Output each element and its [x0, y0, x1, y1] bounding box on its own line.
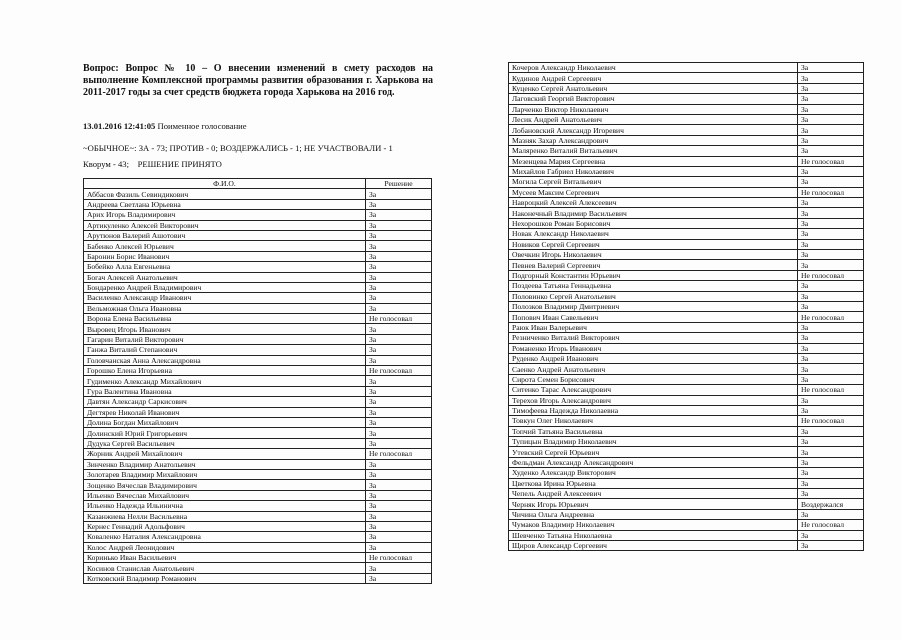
- vote-decision: За: [798, 63, 864, 73]
- vote-decision: За: [798, 353, 864, 363]
- deputy-name: Чумаков Владимир Николаевич: [509, 520, 798, 530]
- question-label: Вопрос:: [83, 63, 119, 74]
- vote-decision: За: [366, 542, 432, 552]
- vote-decision: За: [798, 198, 864, 208]
- vote-decision: За: [366, 189, 432, 199]
- table-row: [84, 428, 432, 438]
- vote-decision: За: [366, 303, 432, 313]
- table-row: [84, 459, 432, 469]
- table-row: [509, 239, 864, 249]
- votes-table-right: [508, 62, 864, 551]
- table-row: [509, 250, 864, 260]
- deputy-name: Ильенко Надежда Ильинична: [84, 501, 366, 511]
- deputy-name: Резниченко Виталий Викторович: [509, 333, 798, 343]
- table-row: [509, 364, 864, 374]
- vote-decision: За: [798, 530, 864, 540]
- table-row: [509, 73, 864, 83]
- vote-decision: За: [366, 407, 432, 417]
- vote-decision: За: [366, 386, 432, 396]
- deputy-name: Цветкова Ирина Юрьевна: [509, 478, 798, 488]
- votes-table-left: [83, 178, 432, 584]
- deputy-name: Половинко Сергей Анатольевич: [509, 291, 798, 301]
- deputy-name: Певнев Валерий Сергеевич: [509, 260, 798, 270]
- table-row: [509, 509, 864, 519]
- table-row: [84, 355, 432, 365]
- table-row: [509, 385, 864, 395]
- vote-decision: За: [798, 301, 864, 311]
- table-row: [84, 573, 432, 583]
- vote-summary: ~ОБЫЧНОЕ~: ЗА - 73; ПРОТИВ - 0; ВОЗДЕРЖАЛИСЬ - 1; НЕ УЧАСТВОВАЛИ - 1: [83, 143, 393, 153]
- table-row: [509, 312, 864, 322]
- vote-decision: За: [366, 376, 432, 386]
- deputy-name: Котковский Владимир Романович: [84, 573, 366, 583]
- table-row: [509, 114, 864, 124]
- deputy-name: Мазняк Захар Александрович: [509, 135, 798, 145]
- deputy-name: Казанжиева Нелли Васильевна: [84, 511, 366, 521]
- deputy-name: Попович Иван Савельевич: [509, 312, 798, 322]
- table-row: [84, 480, 432, 490]
- vote-decision: Не голосовал: [366, 314, 432, 324]
- table-row: [509, 177, 864, 187]
- table-row: [509, 395, 864, 405]
- table-row: [84, 262, 432, 272]
- table-row: [509, 520, 864, 530]
- table-row: [84, 293, 432, 303]
- table-row: [84, 376, 432, 386]
- table-row: [509, 437, 864, 447]
- table-row: [84, 314, 432, 324]
- deputy-name: Василенко Александр Иванович: [84, 293, 366, 303]
- deputy-name: Бабенко Алексей Юрьевич: [84, 241, 366, 251]
- deputy-name: Чепель Андрей Алексеевич: [509, 489, 798, 499]
- deputy-name: Гагарин Виталий Викторович: [84, 334, 366, 344]
- table-row: [84, 417, 432, 427]
- deputy-name: Артикуленко Алексей Викторович: [84, 220, 366, 230]
- vote-decision: За: [366, 282, 432, 292]
- table-row: [84, 251, 432, 261]
- deputy-name: Утевский Сергей Юрьевич: [509, 447, 798, 457]
- table-row: [509, 281, 864, 291]
- deputy-name: Гура Валентина Ивановна: [84, 386, 366, 396]
- deputy-name: Ситенко Тарас Александрович: [509, 385, 798, 395]
- table-row: [509, 416, 864, 426]
- table-row: [84, 199, 432, 209]
- vote-decision: Не голосовал: [366, 366, 432, 376]
- table-row: [509, 322, 864, 332]
- vote-decision: За: [798, 333, 864, 343]
- vote-decision: За: [798, 260, 864, 270]
- table-row: [84, 469, 432, 479]
- deputy-name: Лобановский Александр Игоревич: [509, 125, 798, 135]
- deputy-name: Лесик Андрей Анатольевич: [509, 114, 798, 124]
- vote-decision: Не голосовал: [798, 520, 864, 530]
- table-row: [84, 407, 432, 417]
- vote-decision: За: [798, 364, 864, 374]
- vote-decision: За: [798, 125, 864, 135]
- vote-decision: За: [798, 509, 864, 519]
- deputy-name: Ларченко Виктор Николаевич: [509, 104, 798, 114]
- vote-decision: За: [798, 281, 864, 291]
- vote-decision: За: [798, 135, 864, 145]
- question-text: Вопрос № 10 – О внесении изменений в смету расходов на выполнение Комплексной программы развития образования г. Харькова на 2011-2017 годы за счет средств бюджета города Харькова на 2016 год.: [83, 63, 433, 98]
- deputy-name: Товкун Олег Николаевич: [509, 416, 798, 426]
- vote-decision: За: [366, 490, 432, 500]
- vote-decision: За: [366, 417, 432, 427]
- deputy-name: Долина Богдан Михайлович: [84, 417, 366, 427]
- table-row: [509, 468, 864, 478]
- session-line: [83, 121, 247, 131]
- vote-decision: За: [798, 73, 864, 83]
- vote-decision: За: [366, 262, 432, 272]
- deputy-name: Ганжа Виталий Степанович: [84, 345, 366, 355]
- table-row: [84, 521, 432, 531]
- deputy-name: Куценко Сергей Анатольевич: [509, 83, 798, 93]
- table-row: [509, 426, 864, 436]
- deputy-name: Горошко Елена Игорьевна: [84, 366, 366, 376]
- deputy-name: Тимофеева Надежда Николаевна: [509, 405, 798, 415]
- vote-decision: Не голосовал: [798, 270, 864, 280]
- table-row: [84, 386, 432, 396]
- vote-decision: За: [798, 114, 864, 124]
- deputy-name: Терехов Игорь Александрович: [509, 395, 798, 405]
- deputy-name: Нехорошков Роман Борисович: [509, 218, 798, 228]
- deputy-name: Топчий Татьяна Васильевна: [509, 426, 798, 436]
- table-row: [84, 366, 432, 376]
- vote-decision: За: [366, 230, 432, 240]
- deputy-name: Арутюнов Валерий Ашотович: [84, 230, 366, 240]
- vote-decision: За: [366, 428, 432, 438]
- vote-decision: За: [366, 469, 432, 479]
- vote-decision: За: [366, 293, 432, 303]
- table-row: [509, 489, 864, 499]
- deputy-name: Долинский Юрий Григорьевич: [84, 428, 366, 438]
- vote-decision: За: [798, 468, 864, 478]
- vote-decision: За: [798, 239, 864, 249]
- table-row: [509, 229, 864, 239]
- vote-decision: За: [366, 355, 432, 365]
- table-row: [84, 438, 432, 448]
- table-row: [84, 553, 432, 563]
- vote-decision: За: [798, 208, 864, 218]
- table-row: [84, 272, 432, 282]
- deputy-name: Худенко Александр Викторович: [509, 468, 798, 478]
- table-row: [509, 353, 864, 363]
- table-row: [509, 208, 864, 218]
- vote-decision: Воздержался: [798, 499, 864, 509]
- table-row: [509, 135, 864, 145]
- table-row: [84, 334, 432, 344]
- table-row: [509, 530, 864, 540]
- deputy-name: Вельможная Ольга Ивановна: [84, 303, 366, 313]
- vote-decision: За: [366, 241, 432, 251]
- deputy-name: Кернес Геннадий Адольфович: [84, 521, 366, 531]
- vote-decision: За: [366, 563, 432, 573]
- deputy-name: Новиков Сергей Сергеевич: [509, 239, 798, 249]
- vote-decision: За: [798, 291, 864, 301]
- deputy-name: Косинов Станислав Анатольевич: [84, 563, 366, 573]
- header-decision: Решение: [366, 179, 432, 189]
- table-row: [509, 218, 864, 228]
- table-row: [84, 501, 432, 511]
- deputy-name: Баронин Борис Иванович: [84, 251, 366, 261]
- table-row: [509, 146, 864, 156]
- table-row: [509, 260, 864, 270]
- vote-decision: За: [798, 218, 864, 228]
- vote-decision: За: [366, 438, 432, 448]
- vote-decision: За: [798, 166, 864, 176]
- vote-decision: За: [798, 104, 864, 114]
- table-row: [509, 63, 864, 73]
- vote-decision: За: [366, 251, 432, 261]
- table-row: [84, 532, 432, 542]
- table-row: [509, 301, 864, 311]
- table-row: [84, 345, 432, 355]
- deputy-name: Новак Александр Николаевич: [509, 229, 798, 239]
- table-row: [509, 333, 864, 343]
- vote-decision: За: [798, 405, 864, 415]
- vote-decision: За: [798, 489, 864, 499]
- table-row: [509, 83, 864, 93]
- deputy-name: Богач Алексей Анатольевич: [84, 272, 366, 282]
- vote-decision: Не голосовал: [798, 312, 864, 322]
- table-row: [509, 94, 864, 104]
- deputy-name: Чичина Ольга Андреевна: [509, 509, 798, 519]
- table-row: [84, 220, 432, 230]
- vote-decision: За: [798, 322, 864, 332]
- deputy-name: Тупицын Владимир Николаевич: [509, 437, 798, 447]
- header-name: Ф.И.О.: [84, 179, 366, 189]
- vote-decision: Не голосовал: [798, 416, 864, 426]
- table-row: [509, 478, 864, 488]
- deputy-name: Андреева Светлана Юрьевна: [84, 199, 366, 209]
- vote-decision: За: [366, 459, 432, 469]
- deputy-name: Ильенко Вячеслав Михайлович: [84, 490, 366, 500]
- deputy-name: Выровец Игорь Иванович: [84, 324, 366, 334]
- table-row: [509, 125, 864, 135]
- table-row: [509, 291, 864, 301]
- quorum: Кворум - 43;: [83, 159, 129, 169]
- session-datetime: 13.01.2016 12:41:05: [83, 121, 156, 131]
- deputy-name: Зощенко Вячеслав Владимирович: [84, 480, 366, 490]
- deputy-name: Давтян Александр Саркисович: [84, 397, 366, 407]
- deputy-name: Мезенцева Мария Сергеевна: [509, 156, 798, 166]
- vote-decision: За: [366, 210, 432, 220]
- vote-decision: За: [366, 397, 432, 407]
- table-row: [84, 303, 432, 313]
- deputy-name: Золотарев Владимир Михайлович: [84, 469, 366, 479]
- deputy-name: Щиров Александр Сергеевич: [509, 540, 798, 550]
- table-row: [509, 499, 864, 509]
- vote-decision: За: [798, 426, 864, 436]
- deputy-name: Шевченко Татьяна Николаевна: [509, 530, 798, 540]
- deputy-name: Зинченко Владимир Анатольевич: [84, 459, 366, 469]
- vote-decision: За: [366, 532, 432, 542]
- vote-header: [83, 63, 433, 169]
- table-row: [84, 210, 432, 220]
- vote-decision: За: [366, 521, 432, 531]
- deputy-name: Руденко Андрей Иванович: [509, 353, 798, 363]
- deputy-name: Жорник Андрей Михайлович: [84, 449, 366, 459]
- table-row: [509, 374, 864, 384]
- vote-decision: За: [798, 94, 864, 104]
- vote-decision: За: [798, 395, 864, 405]
- vote-decision: Не голосовал: [366, 449, 432, 459]
- table-row: [84, 324, 432, 334]
- vote-decision: За: [366, 324, 432, 334]
- table-header-row: [84, 179, 432, 189]
- deputy-name: Коваленко Наталия Александровна: [84, 532, 366, 542]
- vote-decision: За: [798, 343, 864, 353]
- deputy-name: Черняк Игорь Юрьевич: [509, 499, 798, 509]
- table-row: [509, 187, 864, 197]
- deputy-name: Колос Андрей Леонидович: [84, 542, 366, 552]
- table-row: [84, 449, 432, 459]
- vote-decision: За: [366, 501, 432, 511]
- deputy-name: Бобейко Алла Евгеньевна: [84, 262, 366, 272]
- table-row: [509, 156, 864, 166]
- table-row: [509, 270, 864, 280]
- table-row: [84, 563, 432, 573]
- table-row: [509, 540, 864, 550]
- deputy-name: Раюк Иван Валерьевич: [509, 322, 798, 332]
- vote-decision: За: [798, 447, 864, 457]
- vote-decision: Не голосовал: [798, 385, 864, 395]
- vote-decision: За: [798, 177, 864, 187]
- vote-decision: Не голосовал: [798, 156, 864, 166]
- vote-decision: За: [366, 334, 432, 344]
- vote-decision: Не голосовал: [798, 187, 864, 197]
- vote-decision: За: [366, 199, 432, 209]
- table-row: [84, 189, 432, 199]
- deputy-name: Дегтярев Николай Иванович: [84, 407, 366, 417]
- deputy-name: Головчанская Анна Александровна: [84, 355, 366, 365]
- deputy-name: Полозков Владимир Дмитриевич: [509, 301, 798, 311]
- deputy-name: Фельдман Александр Александрович: [509, 457, 798, 467]
- vote-decision: За: [798, 229, 864, 239]
- table-row: [84, 511, 432, 521]
- deputy-name: Навроцкий Алексей Алексеевич: [509, 198, 798, 208]
- vote-decision: За: [798, 457, 864, 467]
- deputy-name: Аббасов Фазиль Севиндикович: [84, 189, 366, 199]
- deputy-name: Дудука Сергей Васильевич: [84, 438, 366, 448]
- table-row: [84, 230, 432, 240]
- deputy-name: Сирота Семен Борисович: [509, 374, 798, 384]
- deputy-name: Наконечный Владимир Васильевич: [509, 208, 798, 218]
- deputy-name: Гудименко Александр Михайлович: [84, 376, 366, 386]
- table-row: [509, 198, 864, 208]
- deputy-name: Мусеев Максим Сергеевич: [509, 187, 798, 197]
- session-type: Поименное голосование: [157, 121, 247, 131]
- deputy-name: Овечкин Игорь Николаевич: [509, 250, 798, 260]
- deputy-name: Поздеева Татьяна Геннадьевна: [509, 281, 798, 291]
- table-row: [84, 397, 432, 407]
- vote-decision: За: [798, 478, 864, 488]
- table-row: [509, 405, 864, 415]
- deputy-name: Ворона Елена Васильевна: [84, 314, 366, 324]
- deputy-name: Михайлов Габриел Николаевич: [509, 166, 798, 176]
- deputy-name: Подгорный Константин Юрьевич: [509, 270, 798, 280]
- vote-decision: За: [798, 146, 864, 156]
- table-row: [84, 282, 432, 292]
- deputy-name: Лаговский Георгий Викторович: [509, 94, 798, 104]
- deputy-name: Коринько Иван Васильевич: [84, 553, 366, 563]
- vote-decision: За: [366, 480, 432, 490]
- deputy-name: Могила Сергей Витальевич: [509, 177, 798, 187]
- question-title: [83, 63, 433, 99]
- vote-decision: Не голосовал: [366, 553, 432, 563]
- deputy-name: Романенко Игорь Иванович: [509, 343, 798, 353]
- vote-decision: За: [798, 437, 864, 447]
- vote-decision: За: [798, 250, 864, 260]
- table-row: [509, 447, 864, 457]
- vote-decision: За: [366, 511, 432, 521]
- deputy-name: Арих Игорь Владимирович: [84, 210, 366, 220]
- deputy-name: Саенко Андрей Анатольевич: [509, 364, 798, 374]
- quorum-line: [83, 159, 222, 169]
- vote-decision: За: [798, 374, 864, 384]
- table-row: [84, 490, 432, 500]
- table-row: [84, 542, 432, 552]
- vote-decision: За: [366, 220, 432, 230]
- table-row: [509, 343, 864, 353]
- vote-decision: За: [366, 272, 432, 282]
- deputy-name: Кудинов Андрей Сергеевич: [509, 73, 798, 83]
- table-row: [509, 104, 864, 114]
- vote-decision: За: [366, 345, 432, 355]
- vote-decision: За: [798, 540, 864, 550]
- deputy-name: Кочеров Александр Николаевич: [509, 63, 798, 73]
- table-row: [509, 166, 864, 176]
- vote-decision: За: [366, 573, 432, 583]
- deputy-name: Бондаренко Андрей Владимирович: [84, 282, 366, 292]
- table-row: [84, 241, 432, 251]
- vote-decision: За: [798, 83, 864, 93]
- table-row: [509, 457, 864, 467]
- decision-result: РЕШЕНИЕ ПРИНЯТО: [137, 159, 222, 169]
- deputy-name: Маляренко Виталий Витальевич: [509, 146, 798, 156]
